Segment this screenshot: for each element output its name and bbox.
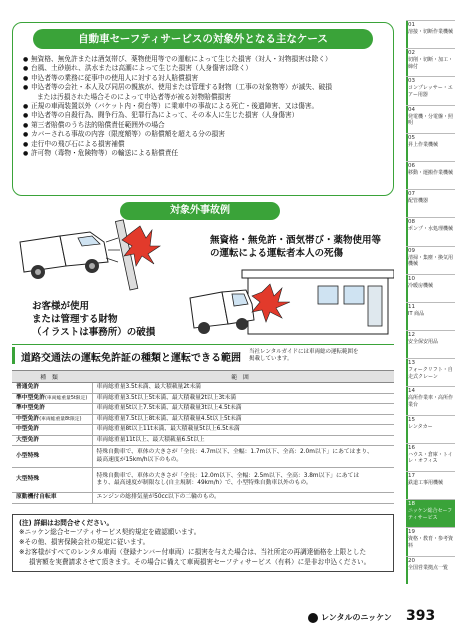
tab-label: 冷暖房機械 <box>408 282 434 289</box>
license-range-line: 特殊自動車で、車体の大きさが「全長：4.7m以下、全幅：1.7m以下、全高：2.0m以下」にあてはまり、 <box>96 449 373 455</box>
license-row <box>12 425 394 436</box>
page-number: 393 <box>406 608 436 624</box>
excluded-case-item: ● 申込者等の業務に従事中の使用人に対する対人賠償損害 <box>23 74 385 83</box>
caption2-line3: （イラストは事務所）の破損 <box>32 327 156 338</box>
index-tab-20[interactable] <box>406 556 455 584</box>
license-row <box>12 414 394 425</box>
index-tab-07[interactable] <box>406 189 455 217</box>
license-type <box>12 425 92 436</box>
license-type-label: 大型免許 <box>16 436 40 443</box>
col-header-range: 範囲 <box>92 371 394 383</box>
tab-label: ポンプ・水処理機械 <box>408 226 454 233</box>
excluded-cases-list <box>23 55 385 158</box>
license-range: 車両総重量5t以上7.5t未満、最大積載量3t以上4.5t未満 <box>92 404 394 415</box>
license-range: 車両総重量11t以上、最大積載量6.5t以上 <box>92 435 394 446</box>
excluded-cases-title: 自動車セーフティサービスの対象外となる主なケース <box>33 29 373 49</box>
excluded-case-item: ● カバーされる事故の内容（限度額等）の賠償額を超える分の損害 <box>23 130 385 139</box>
index-tab-17[interactable] <box>406 471 455 499</box>
tab-label: ニッケン総合セーフティサービス <box>408 508 453 521</box>
index-tab-10[interactable] <box>406 274 455 302</box>
accident-examples-title: 対象外事故例 <box>120 202 280 220</box>
footer-logo <box>308 612 392 623</box>
tab-label: 切削・切断・加工・締付 <box>408 57 454 70</box>
tab-label: 資格・教育・参考資料 <box>408 536 454 549</box>
license-row <box>12 383 394 394</box>
license-range: 車両総重量8t以上11t未満、最大積載量5t以上6.5t未満 <box>92 425 394 436</box>
license-section <box>12 344 394 504</box>
tab-number: 11 <box>408 303 415 310</box>
tab-accent-bar <box>406 218 408 245</box>
tab-accent-bar <box>406 162 408 189</box>
tab-label: 発電機・分電盤・照明 <box>408 113 454 127</box>
tab-accent-bar <box>406 528 408 555</box>
license-range-line: 特殊自動車で、車体の大きさが「全長：12.0m以下、全幅：2.5m以下、全高：3.8m以下」にあては <box>96 472 360 479</box>
index-tab-03[interactable] <box>406 76 455 104</box>
license-range: 車両総重量7.5t以上8t未満、最大積載量4.5t以上5t未満 <box>92 414 394 425</box>
license-type-label: 中型免許 <box>16 426 40 432</box>
tab-number: 07 <box>408 191 415 198</box>
excluded-case-item: ● 無資格、無免許または酒気帯び、薬物使用等での運転によって生じた損害（対人・対物損害は除く） <box>23 55 385 64</box>
license-type-sub: (車両総重量5t限定) <box>45 395 88 401</box>
caption1-line1: 無資格・無免許・酒気帯び・薬物使用等 <box>210 235 382 246</box>
tab-label: 鉄道工事用機械 <box>408 480 444 486</box>
caption2-line1: お客様が使用 <box>32 301 90 312</box>
excluded-case-item: ● 許可物（毒物・危険物等）の輸送による賠償責任 <box>23 149 385 158</box>
license-type <box>12 493 92 504</box>
license-table <box>12 370 394 504</box>
tab-number: 17 <box>408 473 415 479</box>
license-section-title: 道路交通法の運転免許証の種類と運転できる範囲 <box>12 347 241 364</box>
tab-label: 移動・運搬作業機械 <box>408 169 454 176</box>
accident-examples <box>12 202 394 336</box>
tab-label: 安全保安用品 <box>408 339 439 346</box>
license-row <box>12 393 394 404</box>
tab-number: 18 <box>408 501 415 508</box>
index-tab-02[interactable] <box>406 48 455 76</box>
note-line4: ※お客様がすべてのレンタル車両（登録ナンバー付車両）に損害を与えた場合は、当社所定の再調達価格を上限とした <box>19 547 367 556</box>
index-tab-08[interactable] <box>406 217 455 245</box>
license-range <box>92 468 394 493</box>
excluded-case-item: ● 申込者等の自殺行為、闘争行為、犯罪行為によって、その本人に生じた損害（人身傷害） <box>23 111 385 120</box>
tab-label: ハウス・倉庫・トイレ・オフィス <box>408 451 453 465</box>
office-crash-illustration <box>190 270 394 334</box>
index-tabs <box>406 20 455 584</box>
license-range-line: まり、最高速度が制限なし(自主規制：49km/h）で、小型特殊自動車以外のもの。 <box>96 480 312 486</box>
tab-label: コンプレッサー・エアー用器 <box>408 85 453 98</box>
index-tab-05[interactable] <box>406 133 455 161</box>
tab-accent-bar <box>406 49 408 76</box>
license-row <box>12 493 394 504</box>
index-tab-15[interactable] <box>406 415 455 443</box>
tab-label: 全国営業拠点一覧 <box>408 564 449 571</box>
license-type <box>12 435 92 446</box>
index-tab-16[interactable] <box>406 443 455 471</box>
excluded-case-item: ● 第三者賠償のうち法的賠償責任範囲外の場合 <box>23 121 385 130</box>
index-tab-11[interactable] <box>406 302 455 330</box>
logo-mark-icon <box>308 613 318 623</box>
tab-accent-bar <box>406 472 408 499</box>
license-range: 車両総重量3.5t以上5t未満、最大積載量2t以上3t未満 <box>92 393 394 404</box>
license-range <box>92 446 394 468</box>
license-type-sub: (車両総重量8t限定) <box>39 416 82 422</box>
license-type-label: 準中型免許 <box>16 405 45 411</box>
tab-number: 16 <box>408 444 415 451</box>
tab-label: 清掃・集塵・換気用機械 <box>408 254 454 267</box>
tab-number: 06 <box>408 162 415 169</box>
tab-number: 01 <box>408 22 415 28</box>
license-type-label: 小型特殊 <box>16 452 40 459</box>
license-type-label: 原動機付自転車 <box>16 494 57 500</box>
index-tab-06[interactable] <box>406 161 455 189</box>
index-tab-14[interactable] <box>406 386 455 414</box>
index-tab-12[interactable] <box>406 330 455 358</box>
tab-number: 04 <box>408 106 415 113</box>
tab-number: 15 <box>408 416 415 423</box>
index-tab-19[interactable] <box>406 527 455 555</box>
tab-accent-bar <box>406 77 408 104</box>
tab-label: フォークリフト・自走式クレーン <box>408 367 453 380</box>
truck-crash-illustration <box>20 220 160 290</box>
tab-number: 09 <box>408 247 415 254</box>
license-type <box>12 383 92 394</box>
excluded-cases-box <box>12 22 394 196</box>
license-row <box>12 435 394 446</box>
col-header-type: 種類 <box>12 371 92 383</box>
license-range: 車両総重量3.5t未満、最大積載量2t未満 <box>92 383 394 394</box>
tab-accent-bar <box>406 106 408 133</box>
tab-number: 08 <box>408 219 415 226</box>
tab-number: 10 <box>408 275 415 282</box>
note-line3: ※その他、損害保険会社の規定に従います。 <box>19 538 150 547</box>
logo-text: レンタルのニッケン <box>321 613 392 622</box>
license-type <box>12 468 92 493</box>
tab-accent-bar <box>406 275 408 302</box>
license-type-label: 中型免許 <box>16 415 40 422</box>
tab-number: 14 <box>408 388 415 395</box>
license-type <box>12 404 92 415</box>
tab-accent-bar <box>406 21 408 48</box>
tab-accent-bar <box>406 359 408 386</box>
tab-number: 20 <box>408 557 415 564</box>
tab-accent-bar <box>406 444 408 471</box>
license-type <box>12 393 92 404</box>
tab-number: 05 <box>408 134 415 141</box>
license-range-line: 最高速度が15km/h以下のもの。 <box>96 456 183 463</box>
index-tab-09[interactable] <box>406 246 455 274</box>
license-row <box>12 468 394 493</box>
excluded-case-item: ● 申込者等の会社・本人及び同居の親族が、使用または管理する財物（工事の対象物等）が滅失、破損 <box>23 83 385 92</box>
license-section-header <box>12 344 394 364</box>
tab-label: 高所作業車・高所作業台 <box>408 395 454 408</box>
license-type-label: 大型特殊 <box>16 476 40 483</box>
excluded-case-item: ● 台風、土砂崩れ、洪水または高潮によって生じた損害（人身傷害は除く） <box>23 64 385 73</box>
caption1-line2: の運転による運転者本人の死傷 <box>210 248 344 259</box>
tab-accent-bar <box>406 247 408 274</box>
index-tab-01[interactable] <box>406 20 455 48</box>
tab-number: 12 <box>408 332 415 339</box>
tab-label: 昇上作業機械 <box>408 141 439 148</box>
tab-accent-bar <box>406 331 408 358</box>
index-tab-13[interactable] <box>406 358 455 386</box>
tab-accent-bar <box>406 557 408 584</box>
note-line5: 損害額を実費請求させて頂きます。その場合に備えて車両損害セーフティサービス（有料）に是非お申込ください。 <box>29 557 371 566</box>
tab-label: 溶接・切断作業機械 <box>408 29 454 35</box>
index-tab-18[interactable] <box>406 499 455 527</box>
tab-accent-bar <box>406 416 408 443</box>
main-content <box>12 22 394 572</box>
tab-accent-bar <box>406 387 408 414</box>
index-tab-04[interactable] <box>406 105 455 133</box>
license-row <box>12 404 394 415</box>
license-section-note <box>249 347 358 363</box>
license-type-label: 普通免許 <box>16 384 40 390</box>
excluded-case-item: または汚損された場合そのによって申込者等が被る対物賠償損害 <box>37 92 231 101</box>
license-range: エンジンの総排気量が50cc以下の二輪のもの。 <box>92 493 394 504</box>
tab-accent-bar <box>406 134 408 161</box>
note-line1: (注) 詳細はお問合せください。 <box>19 518 114 527</box>
tab-label: 配管機器 <box>408 198 429 205</box>
tab-number: 02 <box>408 50 415 57</box>
excluded-case-item: ● 正規の車両装置以外（バケット内・荷台等）に乗車中の事故による死亡・後遺障害、又は傷害。 <box>23 102 385 111</box>
tab-accent-bar <box>406 303 408 330</box>
license-note-line2: 掲載しています。 <box>249 356 293 362</box>
note-line2: ※ニッケン総合セーフティサービス契約規定を確認願います。 <box>19 528 201 537</box>
license-row <box>12 446 394 468</box>
tab-accent-bar <box>406 190 408 217</box>
caption-customer-property <box>32 300 155 339</box>
license-type-label: 準中型免許 <box>16 394 45 401</box>
tab-number: 03 <box>408 78 415 85</box>
excluded-case-item: ● 走行中の飛び石による損害補償 <box>23 140 385 149</box>
notes-box <box>12 514 394 573</box>
tab-label: IT 商品 <box>408 310 425 317</box>
license-type <box>12 446 92 468</box>
tab-label: レンタカー <box>408 423 433 430</box>
license-note-line1: 当社レンタルガイドには車両総の運転範囲を <box>249 349 359 355</box>
tab-number: 19 <box>408 529 415 536</box>
tab-number: 13 <box>408 360 415 367</box>
caption-unlicensed-driving <box>210 234 381 260</box>
caption2-line2: または管理する財物 <box>32 314 118 325</box>
license-type <box>12 414 92 425</box>
